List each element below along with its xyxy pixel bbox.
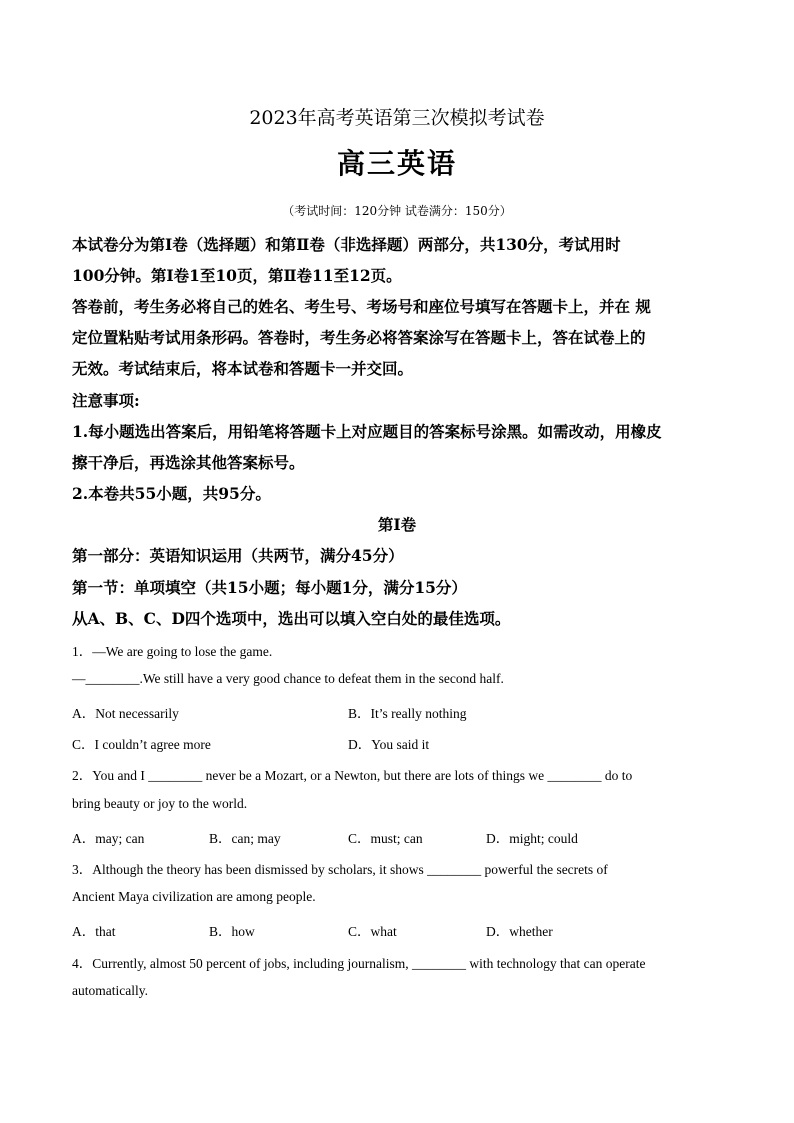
question-3-option-c: C．what [348, 924, 397, 939]
question-3-option-b: B．how [209, 924, 255, 939]
question-1-option-d: D．You said it [348, 737, 430, 752]
exam-title: 2023年高考英语第三次模拟考试卷 [249, 107, 545, 129]
question-1-option-b: B．It’s really nothing [348, 706, 467, 721]
subsection-heading: 第一节：单项填空（共15小题；每小题1分，满分15分） [72, 578, 467, 597]
question-2-stem: 2．You and I ________ never be a Mozart, or a Newton, but there are lots of things we ________ do to [72, 768, 633, 783]
question-1-option-a: A．Not necessarily [72, 706, 179, 721]
question-2-stem-cont: bring beauty or joy to the world. [72, 796, 248, 811]
part-heading: 第一部分：英语知识运用（共两节，满分45分） [72, 546, 404, 565]
question-3-stem-cont: Ancient Maya civilization are among people. [72, 889, 316, 904]
question-2-option-c: C．must; can [348, 831, 423, 846]
question-2-option-a: A．may; can [72, 831, 145, 846]
note-line: 1.每小题选出答案后，用铅笔将答题卡上对应题目的答案标号涂黑。如需改动，用橡皮 [72, 422, 662, 441]
volume-heading: 第Ⅰ卷 [377, 515, 417, 534]
directions: 从A、B、C、D四个选项中，选出可以填入空白处的最佳选项。 [72, 609, 511, 628]
question-3-option-d: D．whether [486, 924, 553, 939]
question-3-option-a: A．that [72, 924, 116, 939]
subject-title: 高三英语 [336, 147, 457, 180]
note-line: 2.本卷共55小题，共95分。 [72, 484, 271, 503]
instruction-line: 定位置粘贴考试用条形码。答卷时，考生务必将答案涂写在答题卡上，答在试卷上的 [72, 328, 646, 347]
note-line: 擦干净后，再选涂其他答案标号。 [72, 453, 305, 472]
instruction-line: 无效。考试结束后，将本试卷和答题卡一并交回。 [72, 359, 414, 378]
notes-heading: 注意事项: [72, 391, 140, 410]
question-4-stem-cont: automatically. [72, 983, 148, 998]
question-2-option-b: B．can; may [209, 831, 281, 846]
question-1-option-c: C．I couldn’t agree more [72, 737, 211, 752]
question-1-stem-cont: —________.We still have a very good chance to defeat them in the second half. [72, 671, 504, 686]
question-1-stem: 1．—We are going to lose the game. [72, 644, 273, 659]
question-3-stem: 3．Although the theory has been dismissed by scholars, it shows ________ powerful the secrets of [72, 862, 608, 877]
instruction-line: 本试卷分为第Ⅰ卷（选择题）和第Ⅱ卷（非选择题）两部分，共130分，考试用时 [72, 235, 621, 254]
instruction-line: 答卷前，考生务必将自己的姓名、考生号、考场号和座位号填写在答题卡上，并在 规 [72, 297, 651, 316]
instruction-line: 100分钟。第Ⅰ卷1至10页，第Ⅱ卷11至12页。 [72, 266, 402, 285]
question-4-stem: 4．Currently, almost 50 percent of jobs, including journalism, ________ with technology that can operate [72, 956, 646, 971]
time-info: （考试时间：120分钟 试卷满分：150分） [282, 204, 512, 218]
question-2-option-d: D．might; could [486, 831, 578, 846]
